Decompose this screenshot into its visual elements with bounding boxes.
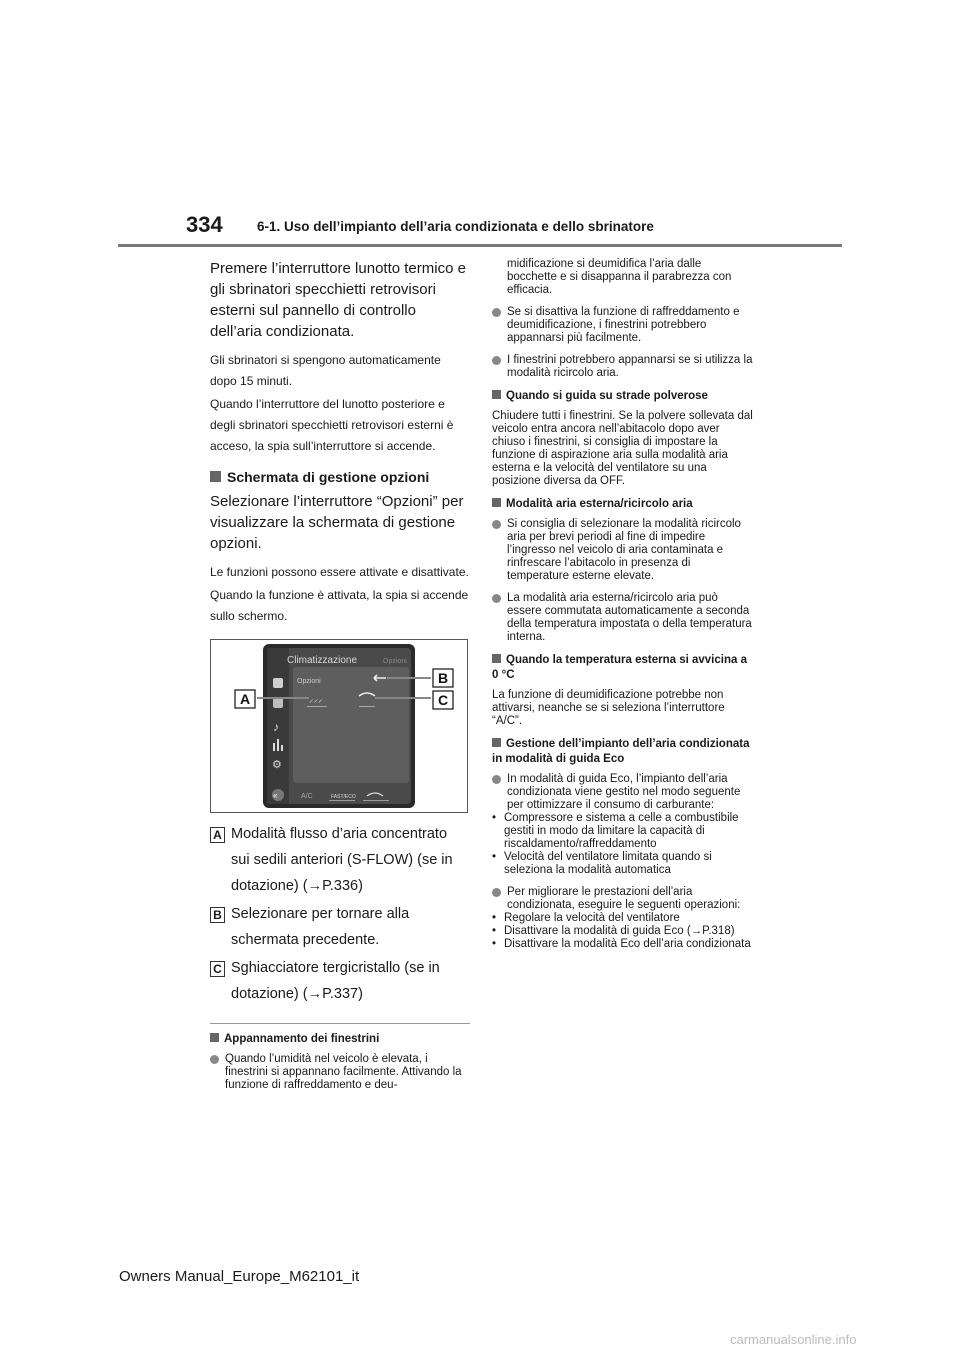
bullet-5: In modalità di guida Eco, l’impianto dell’aria condizionata viene gestito nel modo seguente per ottimizzare il consumo di carburante: xyxy=(492,773,754,812)
bullet-dot-icon xyxy=(492,356,501,365)
square-bullet-icon xyxy=(492,498,501,507)
right-column xyxy=(492,258,754,951)
eco-heading: Gestione dell’impianto dell’aria condizionata in modalità di guida Eco xyxy=(492,738,750,765)
label-c: C xyxy=(438,692,449,708)
square-bullet-icon xyxy=(492,654,501,663)
note-indicator: Quando l’interruttore del lunotto posteriore e degli sbrinatori specchietti retrovisori esterni è acceso, la spia sull’interruttore si accende. xyxy=(210,397,454,453)
bullet-dot-icon xyxy=(492,520,501,529)
page-number: 334 xyxy=(186,212,223,237)
panel-label: Opzioni xyxy=(297,678,321,685)
intro-text: Premere l’interruttore lunotto termico e gli sbrinatori specchietti retrovisori esterni sul pannello di controllo dell’aria condizionata. xyxy=(210,260,466,340)
zero-temp-text: La funzione di deumidificazione potrebbe non attivarsi, neanche se si seleziona l’interruttore “A/C”. xyxy=(492,689,725,727)
options-screen-figure xyxy=(210,639,468,813)
section-title: 6-1. Uso dell’impianto dell’aria condizionata e dello sbrinatore xyxy=(257,219,654,234)
bullet-dot-icon xyxy=(492,775,501,784)
dash-item-1: • Compressore e sistema a celle a combustibile gestiti in modo da limitare la capacità di riscaldamento/raffreddamento xyxy=(492,812,739,850)
dusty-roads-heading: Quando si guida su strade polverose xyxy=(492,389,754,404)
callout-text: Selezionare per tornare alla schermata precedente. xyxy=(231,906,410,948)
note-defroster-timer: Gli sbrinatori si spengono automaticamente dopo 15 minuti. xyxy=(210,353,441,388)
bullet-dot-icon xyxy=(492,308,501,317)
screen-title-right: Opzioni xyxy=(383,658,407,665)
fast-eco-button: FAST/ECO xyxy=(331,794,356,800)
callout-label: C xyxy=(210,961,225,977)
note-indicator-screen: Quando la funzione è attivata, la spia si accende sullo schermo. xyxy=(210,588,469,623)
bullet-dot-icon xyxy=(492,594,501,603)
seat-icon xyxy=(273,678,283,688)
note-enable: Le funzioni possono essere attivate e disattivate. xyxy=(210,565,469,579)
square-bullet-icon xyxy=(492,738,501,747)
options-screen-illustration xyxy=(211,640,467,812)
callout-label: B xyxy=(210,907,225,923)
bullet-3: Si consiglia di selezionare la modalità ricircolo aria per brevi periodi al fine di impedire l’ingresso nel veicolo di aria contaminata e rinfrescare l’abitacolo in presenza di temperature esterne elevate. xyxy=(492,518,754,583)
back-icon xyxy=(272,789,284,801)
label-a: A xyxy=(240,691,251,707)
recirc-heading: Modalità aria esterna/ricircolo aria xyxy=(492,497,754,512)
callout-c xyxy=(210,955,470,1007)
dash-item-4: • Disattivare la modalità di guida Eco (→P.318) xyxy=(492,925,735,937)
callout-b xyxy=(210,901,470,953)
callout-label: A xyxy=(210,827,225,843)
dash-item-3: • Regolare la velocità del ventilatore xyxy=(492,912,680,924)
footer-manual-id: Owners Manual_Europe_M62101_it xyxy=(119,1268,360,1285)
bullet-1: Se si disattiva la funzione di raffreddamento e deumidificazione, i finestrini potrebbero appannarsi più facilmente. xyxy=(492,306,754,345)
watermark: carmanualsonline.info xyxy=(730,1332,857,1347)
square-bullet-icon xyxy=(492,390,501,399)
bullet-2: I finestrini potrebbero appannarsi se si utilizza la modalità ricircolo aria. xyxy=(492,354,754,380)
screen-title: Climatizzazione xyxy=(287,655,358,666)
dusty-roads-text: Chiudere tutti i finestrini. Se la polvere sollevata dal veicolo entra ancora nell’abitacolo dopo aver chiuso i finestrini, si consiglia di impostare la funzione di aspirazione aria sulla modalità aria esterna e la velocità del ventilatore su una posizione diversa da OFF. xyxy=(492,410,753,487)
bullet-4: La modalità aria esterna/ricircolo aria può essere commutata automaticamente a seconda della temperatura impostata o della temperatura interna. xyxy=(492,592,754,644)
continued-text: midificazione si deumidifica l’aria dalle bocchette e si disappanna il parabrezza con efficacia. xyxy=(507,258,732,296)
label-b: B xyxy=(438,670,449,686)
square-bullet-icon xyxy=(210,471,221,482)
square-bullet-icon xyxy=(210,1033,219,1042)
callout-a xyxy=(210,821,470,899)
dash-item-2: • Velocità del ventilatore limitata quando si seleziona la modalità automatica xyxy=(492,851,712,876)
bullet-dot-icon xyxy=(492,888,501,897)
dash-item-5: • Disattivare la modalità Eco dell’aria condizionata xyxy=(492,938,751,950)
zero-temp-heading: Quando la temperatura esterna si avvicina a 0 °C xyxy=(492,654,747,681)
callout-text: Sghiacciatore tergicristallo (se in dotazione) (→P.337) xyxy=(231,960,440,1002)
fog-heading: Appannamento dei finestrini xyxy=(210,1032,470,1047)
options-heading: Schermata di gestione opzioni xyxy=(210,467,470,487)
header-rule xyxy=(118,244,842,247)
left-column xyxy=(210,258,470,1101)
ac-button: A/C xyxy=(301,793,313,800)
bullet-6: Per migliorare le prestazioni dell’aria condizionata, eseguire le seguenti operazioni: xyxy=(492,886,754,912)
gear-icon: ⚙ xyxy=(272,759,282,771)
bullet-dot-icon xyxy=(210,1055,219,1064)
music-icon: ♪ xyxy=(273,720,279,734)
options-para: Selezionare l’interruttore “Opzioni” per visualizzare la schermata di gestione opzioni. xyxy=(210,493,464,552)
fog-bullet: Quando l’umidità nel veicolo è elevata, i finestrini si appannano facilmente. Attivando la funzione di raffreddamento e deu- xyxy=(210,1053,470,1092)
callout-text: Modalità flusso d’aria concentrato sui sedili anteriori (S-FLOW) (se in dotazione) (→P.336) xyxy=(231,826,453,894)
seat-heater-icon xyxy=(273,698,283,708)
section-divider xyxy=(210,1023,470,1024)
svg-text:⸝⸝⸝: ⸝⸝⸝ xyxy=(309,694,323,704)
svg-text:«: « xyxy=(273,791,278,800)
